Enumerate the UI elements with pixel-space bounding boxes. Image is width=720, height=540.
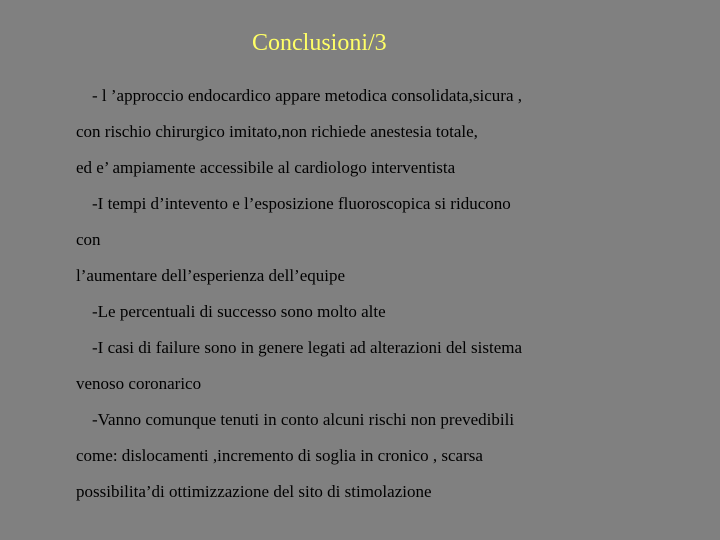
body-line-8: -I casi di failure sono in genere legati ad alterazioni del sistema (92, 338, 523, 357)
body-line-7: -Le percentuali di successo sono molto alte (92, 302, 386, 321)
body-line-10: -Vanno comunque tenuti in conto alcuni rischi non prevedibili (92, 410, 515, 429)
slide-title: Conclusioni/3 (252, 30, 387, 56)
body-line-4: -I tempi d’intevento e l’esposizione fluoroscopica si riducono (92, 194, 511, 213)
body-line-12: possibilita’di ottimizzazione del sito di stimolazione (76, 482, 432, 501)
body-line-3: ed e’ ampiamente accessibile al cardiologo interventista (76, 158, 456, 177)
body-line-6: l’aumentare dell’esperienza dell’equipe (76, 266, 346, 285)
body-line-2: con rischio chirurgico imitato,non richiede anestesia totale, (76, 122, 478, 141)
body-line-9: venoso coronarico (76, 374, 202, 393)
body-line-5: con (76, 230, 101, 249)
body-line-11: come: dislocamenti ,incremento di soglia in cronico , scarsa (76, 446, 483, 465)
body-line-1: - l ’approccio endocardico appare metodica consolidata,sicura , (92, 86, 522, 105)
